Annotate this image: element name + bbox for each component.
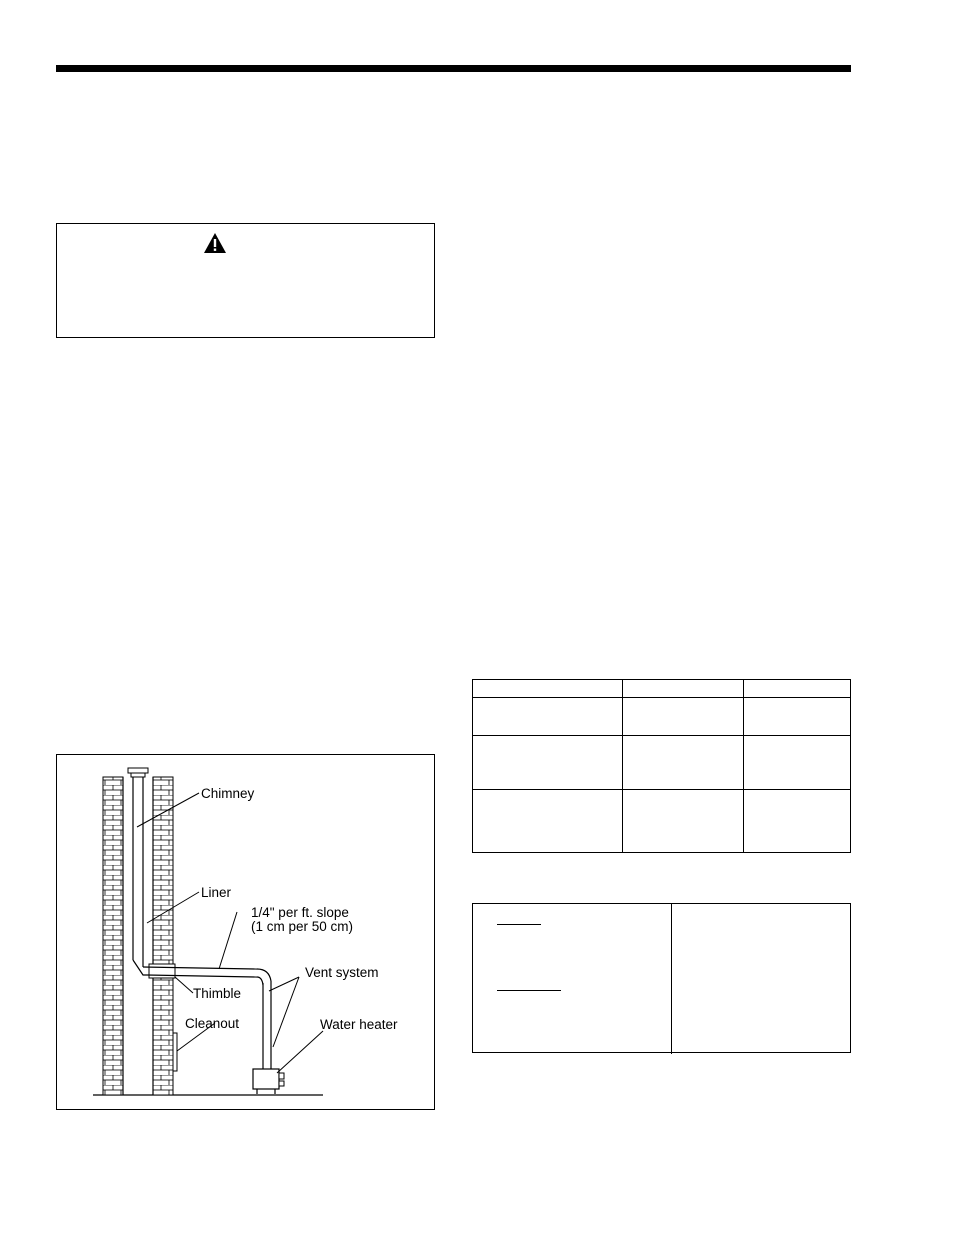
label-slope-line1: 1/4" per ft. slope <box>251 905 349 920</box>
chimney-diagram <box>57 755 436 1111</box>
header-rule <box>56 65 851 72</box>
table-row <box>473 736 851 790</box>
label-slope-line2: (1 cm per 50 cm) <box>251 919 354 934</box>
warning-triangle-icon <box>203 232 227 254</box>
warning-box <box>56 223 435 338</box>
table-row <box>473 790 851 853</box>
chimney-wall-right-upper <box>153 777 173 967</box>
label-cleanout: Cleanout <box>185 1016 240 1031</box>
info-box-divider <box>671 904 672 1054</box>
table-row <box>473 680 851 698</box>
label-water-heater: Water heater <box>320 1017 398 1032</box>
table-row <box>473 698 851 736</box>
chimney-wall-left <box>103 777 123 1095</box>
chimney-wall-right-lower <box>153 977 173 1095</box>
specs-table <box>472 679 851 853</box>
info-box <box>472 903 851 1053</box>
label-vent-system: Vent system <box>305 965 379 980</box>
label-chimney: Chimney <box>201 786 255 801</box>
underline-heading-2 <box>497 990 561 991</box>
cleanout <box>173 1033 177 1071</box>
water-heater <box>253 1069 279 1089</box>
label-liner: Liner <box>201 885 232 900</box>
label-thimble: Thimble <box>193 986 242 1001</box>
chimney-vent-figure <box>56 754 435 1110</box>
underline-heading-1 <box>497 924 541 925</box>
